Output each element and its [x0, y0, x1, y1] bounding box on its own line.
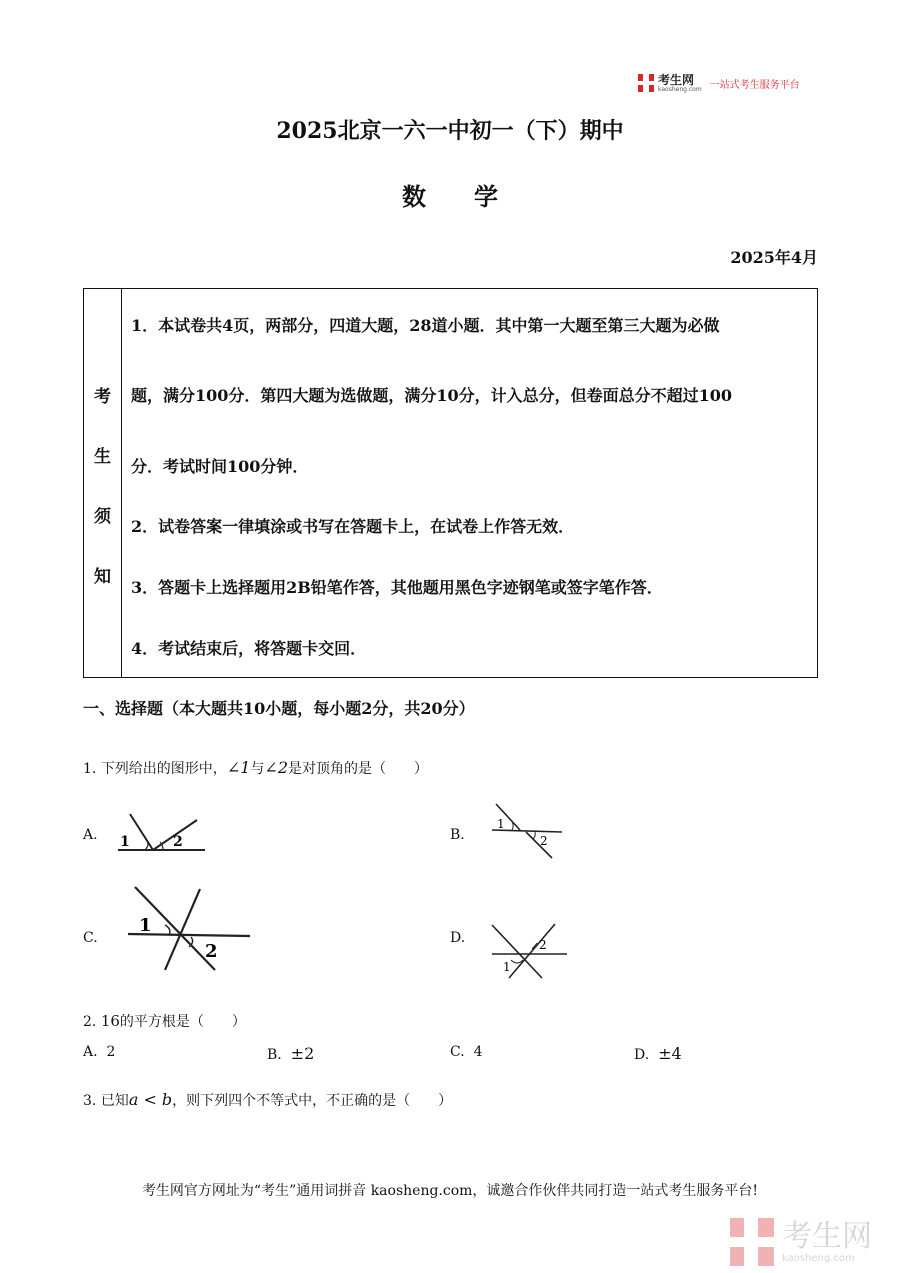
question-2 — [83, 1011, 246, 1031]
option-c-label: C. — [83, 930, 98, 946]
question-text: 的平方根是（ ） — [119, 1014, 246, 1030]
figure-b — [490, 802, 570, 862]
q2-option-b — [267, 1044, 314, 1063]
figure-b-angle-2: 2 — [540, 834, 548, 848]
option-label: D. — [634, 1047, 650, 1063]
notice-line: 题，满分100分．第四大题为选做题，满分10分，计入总分，但卷面总分不超过100 — [131, 386, 733, 405]
notice-side-column — [84, 289, 122, 677]
logo-slogan: 一站式考生服务平台 — [709, 79, 800, 91]
notice-line: 1．本试卷共4页，两部分，四道大题，28道小题．其中第一大题至第三大题为必做 — [131, 316, 720, 335]
watermark — [730, 1218, 872, 1266]
exam-title: 2025北京一六一中初一（下）期中 — [276, 118, 624, 144]
question-number: 1. — [83, 761, 97, 777]
notice-side-char: 须 — [94, 507, 111, 527]
figure-b-angle-1: 1 — [497, 817, 505, 831]
inequality-expr: a < b — [128, 1090, 173, 1109]
notice-box — [83, 288, 818, 678]
section-title: 一、选择题（本大题共10小题，每小题2分，共20分） — [83, 699, 475, 718]
question-text: 是对顶角的是（ ） — [288, 761, 428, 777]
figure-d-angle-2: 2 — [539, 938, 547, 952]
option-b-label: B. — [450, 827, 465, 843]
q2-option-a — [83, 1044, 115, 1060]
notice-side-char: 生 — [94, 447, 111, 467]
kaosheng-logo-icon — [638, 74, 654, 92]
question-number: 3. — [83, 1093, 97, 1109]
question-1 — [83, 758, 428, 778]
kaosheng-watermark-icon — [730, 1218, 774, 1266]
question-number: 2. — [83, 1014, 97, 1030]
figure-d — [487, 920, 572, 982]
logo-name: 考生网 — [658, 72, 695, 87]
figure-a-angle-1: 1 — [120, 834, 130, 850]
option-value: ±4 — [658, 1044, 682, 1063]
figure-a-angle-2: 2 — [173, 834, 183, 850]
option-a-label: A. — [83, 827, 98, 843]
notice-line: 分．考试时间100分钟． — [131, 457, 309, 476]
exam-subject: 数 学 — [402, 182, 498, 211]
q2-option-d — [634, 1044, 682, 1063]
exam-date: 2025年4月 — [730, 248, 818, 267]
option-value: ±2 — [290, 1044, 315, 1063]
notice-line: 3．答题卡上选择题用2B铅笔作答，其他题用黑色字迹钢笔或签字笔作答． — [131, 578, 663, 597]
option-value: 4 — [473, 1044, 483, 1060]
question-3 — [83, 1090, 452, 1110]
logo-domain: kaosheng.com — [658, 85, 702, 93]
option-label: A. — [83, 1044, 98, 1060]
question-text: 下列给出的图形中， — [100, 761, 227, 777]
q2-option-c — [450, 1044, 483, 1060]
notice-line: 4．考试结束后，将答题卡交回． — [131, 639, 367, 658]
option-value: 2 — [106, 1044, 116, 1060]
notice-line: 2．试卷答案一律填涂或书写在答题卡上，在试卷上作答无效． — [131, 517, 575, 536]
watermark-name: 考生网 — [782, 1218, 872, 1254]
figure-a — [115, 812, 210, 857]
question-text: 与 — [250, 761, 265, 777]
question-text: ，则下列四个不等式中，不正确的是（ ） — [172, 1093, 453, 1109]
notice-side-char: 考 — [94, 387, 111, 407]
footer-text: 考生网官方网址为“考生”通用词拼音 kaosheng.com，诚邀合作伙伴共同打造一站式考生服务平台! — [141, 1183, 759, 1199]
option-label: B. — [267, 1047, 282, 1063]
figure-c-angle-2: 2 — [205, 941, 218, 962]
question-text: 已知 — [100, 1093, 129, 1109]
figure-c — [125, 885, 260, 975]
figure-c-angle-1: 1 — [139, 915, 152, 936]
notice-side-char: 知 — [94, 567, 111, 587]
angle-2-symbol: ∠2 — [264, 758, 288, 777]
header-logo — [638, 72, 800, 94]
watermark-domain: kaosheng.com — [782, 1252, 855, 1264]
option-d-label: D. — [450, 930, 466, 946]
radicand-value: 16 — [100, 1012, 120, 1030]
option-label: C. — [450, 1044, 465, 1060]
figure-d-angle-1: 1 — [503, 960, 511, 974]
angle-1-symbol: ∠1 — [226, 758, 251, 777]
